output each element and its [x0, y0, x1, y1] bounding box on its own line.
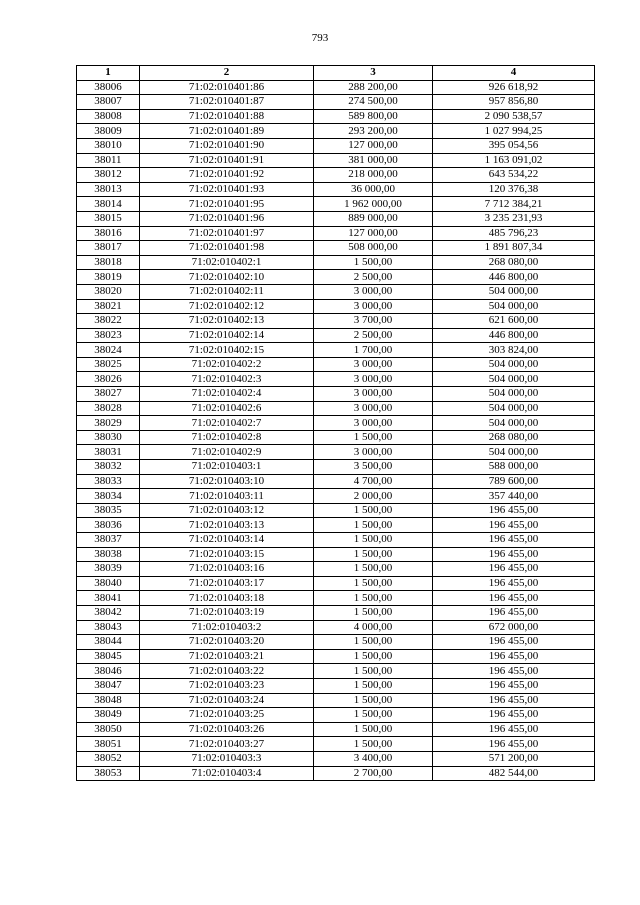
table-cell-col-1: 38042: [77, 605, 140, 620]
table-row: [77, 430, 595, 445]
table-cell-col-2: 71:02:010402:9: [140, 445, 314, 460]
table-cell-col-3: 1 700,00: [314, 343, 433, 358]
table-row: [77, 241, 595, 256]
table-cell-col-4: 926 618,92: [433, 80, 595, 95]
table-row: [77, 328, 595, 343]
table-row: [77, 518, 595, 533]
table-cell-col-4: 357 440,00: [433, 489, 595, 504]
table-cell-col-4: 196 455,00: [433, 635, 595, 650]
table-cell-col-4: 504 000,00: [433, 387, 595, 402]
table-cell-col-2: 71:02:010403:10: [140, 474, 314, 489]
table-cell-col-3: 508 000,00: [314, 241, 433, 256]
table-cell-col-1: 38039: [77, 562, 140, 577]
table-cell-col-3: 1 500,00: [314, 693, 433, 708]
table-cell-col-4: 196 455,00: [433, 547, 595, 562]
table-row: [77, 343, 595, 358]
table-cell-col-2: 71:02:010403:26: [140, 722, 314, 737]
table-cell-col-1: 38007: [77, 95, 140, 110]
table-row: [77, 722, 595, 737]
table-cell-col-3: 3 500,00: [314, 460, 433, 475]
table-row: [77, 678, 595, 693]
table-row: [77, 226, 595, 241]
table-row: [77, 284, 595, 299]
table-row: [77, 372, 595, 387]
table-row: [77, 299, 595, 314]
table-header-row: [77, 66, 595, 81]
table-cell-col-2: 71:02:010403:17: [140, 576, 314, 591]
table-cell-col-3: 293 200,00: [314, 124, 433, 139]
table-cell-col-2: 71:02:010402:7: [140, 416, 314, 431]
table-cell-col-1: 38033: [77, 474, 140, 489]
table-cell-col-4: 196 455,00: [433, 649, 595, 664]
table-row: [77, 489, 595, 504]
table-cell-col-1: 38009: [77, 124, 140, 139]
table-cell-col-1: 38038: [77, 547, 140, 562]
table-cell-col-3: 3 000,00: [314, 387, 433, 402]
table-cell-col-3: 1 500,00: [314, 591, 433, 606]
table-cell-col-3: 381 000,00: [314, 153, 433, 168]
table-cell-col-1: 38015: [77, 211, 140, 226]
table-cell-col-1: 38036: [77, 518, 140, 533]
table-cell-col-2: 71:02:010402:1: [140, 255, 314, 270]
table-cell-col-3: 288 200,00: [314, 80, 433, 95]
table-cell-col-3: 3 000,00: [314, 372, 433, 387]
table-cell-col-1: 38037: [77, 533, 140, 548]
table-row: [77, 124, 595, 139]
cadastral-value-table: [76, 65, 595, 781]
table-cell-col-4: 196 455,00: [433, 678, 595, 693]
table-cell-col-3: 2 500,00: [314, 270, 433, 285]
table-cell-col-2: 71:02:010403:27: [140, 737, 314, 752]
table-row: [77, 708, 595, 723]
table-cell-col-1: 38026: [77, 372, 140, 387]
table-row: [77, 416, 595, 431]
table-cell-col-4: 196 455,00: [433, 664, 595, 679]
table-row: [77, 168, 595, 183]
table-cell-col-1: 38010: [77, 138, 140, 153]
table-cell-col-4: 672 000,00: [433, 620, 595, 635]
table-cell-col-1: 38048: [77, 693, 140, 708]
table-cell-col-1: 38052: [77, 751, 140, 766]
table-row: [77, 182, 595, 197]
table-cell-col-3: 127 000,00: [314, 138, 433, 153]
column-header-4: 4: [433, 66, 595, 81]
table-cell-col-1: 38016: [77, 226, 140, 241]
table-cell-col-3: 1 500,00: [314, 708, 433, 723]
table-cell-col-3: 1 500,00: [314, 547, 433, 562]
table-cell-col-1: 38029: [77, 416, 140, 431]
table-cell-col-2: 71:02:010403:20: [140, 635, 314, 650]
table-row: [77, 357, 595, 372]
table-cell-col-2: 71:02:010403:24: [140, 693, 314, 708]
table-cell-col-3: 3 400,00: [314, 751, 433, 766]
column-header-1: 1: [77, 66, 140, 81]
table-cell-col-4: 504 000,00: [433, 357, 595, 372]
table-cell-col-2: 71:02:010401:91: [140, 153, 314, 168]
table-cell-col-4: 504 000,00: [433, 284, 595, 299]
table-cell-col-2: 71:02:010402:11: [140, 284, 314, 299]
table-cell-col-1: 38049: [77, 708, 140, 723]
table-cell-col-2: 71:02:010401:88: [140, 109, 314, 124]
table-row: [77, 474, 595, 489]
table-cell-col-3: 4 000,00: [314, 620, 433, 635]
table-row: [77, 80, 595, 95]
table-cell-col-2: 71:02:010402:10: [140, 270, 314, 285]
table-cell-col-3: 3 000,00: [314, 445, 433, 460]
table-cell-col-3: 218 000,00: [314, 168, 433, 183]
table-cell-col-1: 38019: [77, 270, 140, 285]
table-row: [77, 460, 595, 475]
table-row: [77, 693, 595, 708]
table-cell-col-4: 789 600,00: [433, 474, 595, 489]
table-cell-col-4: 504 000,00: [433, 445, 595, 460]
table-cell-col-4: 1 891 807,34: [433, 241, 595, 256]
table-cell-col-1: 38047: [77, 678, 140, 693]
table-cell-col-2: 71:02:010401:96: [140, 211, 314, 226]
table-row: [77, 737, 595, 752]
table-cell-col-2: 71:02:010401:90: [140, 138, 314, 153]
table-cell-col-4: 504 000,00: [433, 372, 595, 387]
table-cell-col-2: 71:02:010402:8: [140, 430, 314, 445]
table-cell-col-1: 38032: [77, 460, 140, 475]
table-cell-col-2: 71:02:010401:98: [140, 241, 314, 256]
table-cell-col-3: 1 500,00: [314, 664, 433, 679]
table-cell-col-1: 38030: [77, 430, 140, 445]
table-cell-col-1: 38053: [77, 766, 140, 781]
table-cell-col-2: 71:02:010401:87: [140, 95, 314, 110]
table-cell-col-4: 1 027 994,25: [433, 124, 595, 139]
table-cell-col-2: 71:02:010403:15: [140, 547, 314, 562]
table-cell-col-3: 1 500,00: [314, 649, 433, 664]
table-cell-col-2: 71:02:010401:95: [140, 197, 314, 212]
table-row: [77, 664, 595, 679]
table-cell-col-2: 71:02:010402:2: [140, 357, 314, 372]
table-cell-col-4: 196 455,00: [433, 518, 595, 533]
table-cell-col-2: 71:02:010401:89: [140, 124, 314, 139]
table-cell-col-3: 1 500,00: [314, 635, 433, 650]
table-cell-col-3: 1 500,00: [314, 255, 433, 270]
table-row: [77, 95, 595, 110]
table-cell-col-1: 38034: [77, 489, 140, 504]
table-cell-col-4: 196 455,00: [433, 737, 595, 752]
table-cell-col-1: 38021: [77, 299, 140, 314]
table-cell-col-4: 957 856,80: [433, 95, 595, 110]
table-row: [77, 109, 595, 124]
table-cell-col-3: 1 500,00: [314, 518, 433, 533]
table-cell-col-1: 38050: [77, 722, 140, 737]
table-cell-col-1: 38028: [77, 401, 140, 416]
table-cell-col-1: 38023: [77, 328, 140, 343]
table-cell-col-3: 1 500,00: [314, 562, 433, 577]
table-cell-col-3: 1 500,00: [314, 533, 433, 548]
table-cell-col-3: 2 700,00: [314, 766, 433, 781]
table-cell-col-3: 3 000,00: [314, 357, 433, 372]
table-cell-col-3: 3 000,00: [314, 284, 433, 299]
table-cell-col-1: 38040: [77, 576, 140, 591]
column-header-2: 2: [140, 66, 314, 81]
table-cell-col-2: 71:02:010403:11: [140, 489, 314, 504]
table-cell-col-1: 38018: [77, 255, 140, 270]
table-cell-col-2: 71:02:010403:21: [140, 649, 314, 664]
table-row: [77, 138, 595, 153]
table-cell-col-3: 1 500,00: [314, 605, 433, 620]
table-cell-col-4: 571 200,00: [433, 751, 595, 766]
table-cell-col-4: 504 000,00: [433, 299, 595, 314]
table-cell-col-1: 38035: [77, 503, 140, 518]
table-row: [77, 503, 595, 518]
table-cell-col-1: 38020: [77, 284, 140, 299]
table-cell-col-4: 2 090 538,57: [433, 109, 595, 124]
table-cell-col-3: 3 700,00: [314, 314, 433, 329]
table-row: [77, 211, 595, 226]
table-cell-col-3: 2 500,00: [314, 328, 433, 343]
table-cell-col-1: 38006: [77, 80, 140, 95]
table-cell-col-1: 38024: [77, 343, 140, 358]
table-cell-col-3: 3 000,00: [314, 299, 433, 314]
table-cell-col-1: 38008: [77, 109, 140, 124]
table-cell-col-3: 3 000,00: [314, 401, 433, 416]
table-cell-col-3: 1 500,00: [314, 722, 433, 737]
table-cell-col-4: 621 600,00: [433, 314, 595, 329]
table-row: [77, 255, 595, 270]
table-cell-col-2: 71:02:010403:19: [140, 605, 314, 620]
table-cell-col-4: 196 455,00: [433, 693, 595, 708]
table-cell-col-4: 268 080,00: [433, 255, 595, 270]
table-cell-col-4: 643 534,22: [433, 168, 595, 183]
table-cell-col-1: 38046: [77, 664, 140, 679]
table-cell-col-2: 71:02:010402:6: [140, 401, 314, 416]
table-cell-col-4: 120 376,38: [433, 182, 595, 197]
table-cell-col-3: 1 500,00: [314, 678, 433, 693]
table-cell-col-1: 38051: [77, 737, 140, 752]
table-cell-col-1: 38013: [77, 182, 140, 197]
table-cell-col-4: 196 455,00: [433, 708, 595, 723]
table-cell-col-1: 38025: [77, 357, 140, 372]
table-cell-col-2: 71:02:010402:13: [140, 314, 314, 329]
table-row: [77, 387, 595, 402]
table-cell-col-4: 196 455,00: [433, 503, 595, 518]
table-cell-col-3: 127 000,00: [314, 226, 433, 241]
table-row: [77, 591, 595, 606]
table-cell-col-2: 71:02:010401:92: [140, 168, 314, 183]
table-cell-col-1: 38031: [77, 445, 140, 460]
table-row: [77, 153, 595, 168]
table-row: [77, 620, 595, 635]
table-cell-col-2: 71:02:010403:25: [140, 708, 314, 723]
table-cell-col-2: 71:02:010402:3: [140, 372, 314, 387]
table-row: [77, 635, 595, 650]
table-cell-col-2: 71:02:010403:13: [140, 518, 314, 533]
table-cell-col-1: 38043: [77, 620, 140, 635]
table-row: [77, 605, 595, 620]
table-row: [77, 547, 595, 562]
table-cell-col-4: 588 000,00: [433, 460, 595, 475]
table-row: [77, 197, 595, 212]
column-header-3: 3: [314, 66, 433, 81]
table-cell-col-3: 274 500,00: [314, 95, 433, 110]
table-row: [77, 562, 595, 577]
table-cell-col-4: 196 455,00: [433, 576, 595, 591]
table-cell-col-2: 71:02:010403:23: [140, 678, 314, 693]
table-cell-col-4: 504 000,00: [433, 401, 595, 416]
table-cell-col-4: 446 800,00: [433, 270, 595, 285]
table-cell-col-1: 38027: [77, 387, 140, 402]
table-cell-col-4: 3 235 231,93: [433, 211, 595, 226]
table-row: [77, 445, 595, 460]
table-cell-col-4: 196 455,00: [433, 605, 595, 620]
table-row: [77, 270, 595, 285]
table-cell-col-4: 196 455,00: [433, 562, 595, 577]
table-cell-col-2: 71:02:010402:15: [140, 343, 314, 358]
table-cell-col-4: 395 054,56: [433, 138, 595, 153]
table-cell-col-2: 71:02:010401:93: [140, 182, 314, 197]
table-cell-col-3: 1 962 000,00: [314, 197, 433, 212]
table-row: [77, 533, 595, 548]
table-cell-col-2: 71:02:010402:12: [140, 299, 314, 314]
table-cell-col-2: 71:02:010403:3: [140, 751, 314, 766]
table-cell-col-2: 71:02:010402:14: [140, 328, 314, 343]
table-cell-col-3: 36 000,00: [314, 182, 433, 197]
table-cell-col-3: 1 500,00: [314, 737, 433, 752]
table-row: [77, 401, 595, 416]
table-cell-col-4: 7 712 384,21: [433, 197, 595, 212]
table-cell-col-1: 38011: [77, 153, 140, 168]
table-cell-col-2: 71:02:010401:86: [140, 80, 314, 95]
table-cell-col-1: 38045: [77, 649, 140, 664]
table-cell-col-3: 2 000,00: [314, 489, 433, 504]
table-cell-col-1: 38014: [77, 197, 140, 212]
page-number: 793: [311, 32, 329, 44]
table-cell-col-2: 71:02:010403:18: [140, 591, 314, 606]
table-cell-col-2: 71:02:010403:1: [140, 460, 314, 475]
table-cell-col-4: 303 824,00: [433, 343, 595, 358]
table-cell-col-1: 38044: [77, 635, 140, 650]
table-cell-col-4: 446 800,00: [433, 328, 595, 343]
table-body: [77, 80, 595, 781]
table-cell-col-1: 38017: [77, 241, 140, 256]
table-cell-col-2: 71:02:010402:4: [140, 387, 314, 402]
table-cell-col-3: 589 800,00: [314, 109, 433, 124]
table-cell-col-3: 889 000,00: [314, 211, 433, 226]
table-cell-col-1: 38012: [77, 168, 140, 183]
table-cell-col-4: 1 163 091,02: [433, 153, 595, 168]
table-row: [77, 766, 595, 781]
table-cell-col-4: 268 080,00: [433, 430, 595, 445]
table-cell-col-4: 485 796,23: [433, 226, 595, 241]
table-cell-col-4: 504 000,00: [433, 416, 595, 431]
table-cell-col-2: 71:02:010403:2: [140, 620, 314, 635]
table-cell-col-4: 196 455,00: [433, 533, 595, 548]
table-cell-col-3: 3 000,00: [314, 416, 433, 431]
table-row: [77, 751, 595, 766]
table-cell-col-1: 38022: [77, 314, 140, 329]
table-row: [77, 576, 595, 591]
table-cell-col-2: 71:02:010403:16: [140, 562, 314, 577]
table-cell-col-1: 38041: [77, 591, 140, 606]
table-row: [77, 314, 595, 329]
table-cell-col-4: 482 544,00: [433, 766, 595, 781]
table-cell-col-2: 71:02:010403:14: [140, 533, 314, 548]
table-row: [77, 649, 595, 664]
table-cell-col-3: 1 500,00: [314, 430, 433, 445]
table-cell-col-3: 1 500,00: [314, 503, 433, 518]
table-cell-col-2: 71:02:010403:12: [140, 503, 314, 518]
table-cell-col-3: 4 700,00: [314, 474, 433, 489]
table-cell-col-3: 1 500,00: [314, 576, 433, 591]
table-cell-col-2: 71:02:010403:4: [140, 766, 314, 781]
table-cell-col-4: 196 455,00: [433, 722, 595, 737]
table-cell-col-4: 196 455,00: [433, 591, 595, 606]
table-cell-col-2: 71:02:010401:97: [140, 226, 314, 241]
table-cell-col-2: 71:02:010403:22: [140, 664, 314, 679]
